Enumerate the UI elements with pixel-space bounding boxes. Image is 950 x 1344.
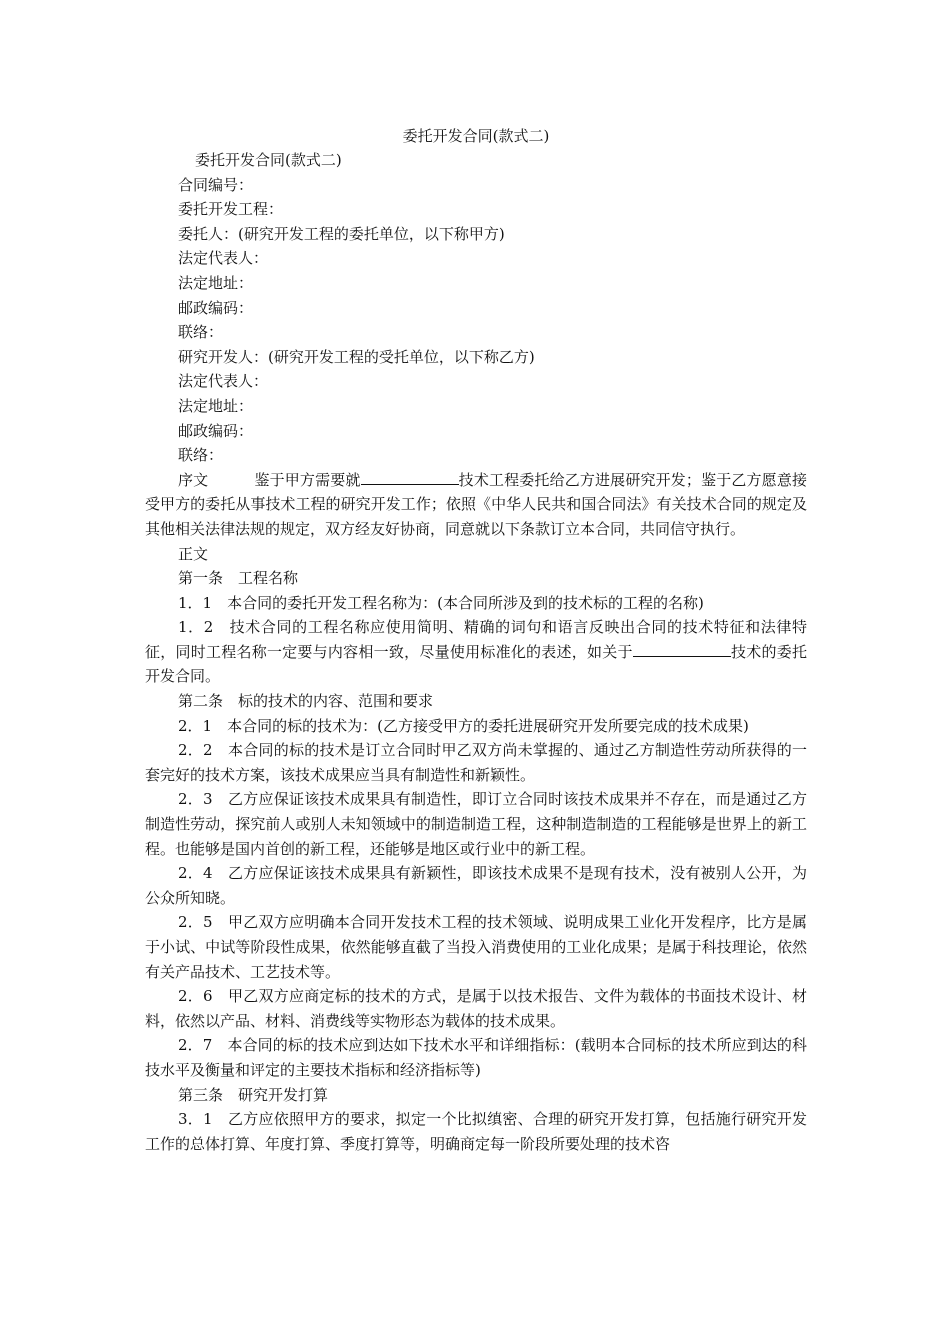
preface-text-after: 技术工程委托给乙方进展研究开发；鉴于乙方愿意接受甲方的委托从事技术工程的研究开发工作；依照《中华人民共和国合同法》有关技术合同的规定及其他相关法律法规的规定，双方经友好协商，同意就以下条款订立本合同，共同信守执行。 — [145, 470, 807, 538]
field-client-contact: 联络： — [178, 323, 224, 342]
field-client-address: 法定地址： — [178, 273, 254, 292]
clause-1-2-after: 技术的委托开发合同。 — [145, 642, 807, 686]
preface-paragraph — [145, 468, 807, 542]
clause-2-5: 2．5 甲乙双方应明确本合同开发技术工程的技术领域、说明成果工业化开发程序，比方是属于小试、中试等阶段性成果，依然能够直截了当投入消费使用的工业化成果；是属于科技理论，依然有关产品技术、工艺技术等。 — [145, 913, 807, 981]
field-developer: 研究开发人：(研究开发工程的受托单位，以下称乙方) — [178, 347, 535, 366]
clause-1-2-before: 1．2 技术合同的工程名称应使用简明、精确的词句和语言反映出合同的技术特征和法律特征，同时工程名称一定要与内容相一致，尽量使用标准化的表述，如关于 — [145, 618, 807, 661]
preface-text-before: 鉴于甲方需要就 — [254, 470, 361, 489]
clause-1-1: 1．1 本合同的委托开发工程名称为：(本合同所涉及到的技术标的工程的名称) — [178, 593, 704, 612]
clause-1-2-blank-a — [633, 641, 707, 657]
field-client: 委托人：(研究开发工程的委托单位，以下称甲方) — [178, 224, 505, 243]
clause-3-1: 3．1 乙方应依照甲方的要求，拟定一个比拟缜密、合理的研究开发打算，包括施行研究开发工作的总体打算、年度打算、季度打算等，明确商定每一阶段所要处理的技术咨 — [145, 1110, 807, 1153]
field-developer-contact: 联络： — [178, 446, 224, 465]
clause-2-1: 2．1 本合同的标的技术为：(乙方接受甲方的委托进展研究开发所要完成的技术成果) — [178, 716, 749, 735]
clause-1-2 — [145, 615, 807, 689]
field-project: 委托开发工程： — [178, 200, 284, 219]
clause-2-2: 2．2 本合同的标的技术是订立合同时甲乙双方尚未掌握的、通过乙方制造性劳动所获得的一套完好的技术方案，该技术成果应当具有制造性和新颖性。 — [145, 741, 807, 784]
clause-2-6: 2．6 甲乙双方应商定标的技术的方式，是属于以技术报告、文件为载体的书面技术设计、材料，依然以产品、材料、消费线等实物形态为载体的技术成果。 — [145, 987, 807, 1030]
field-developer-postcode: 邮政编码： — [178, 421, 254, 440]
field-developer-representative: 法定代表人： — [178, 372, 269, 391]
clause-2-3: 2．3 乙方应保证该技术成果具有制造性，即订立合同时该技术成果并不存在，而是通过乙方制造性劳动，探究前人或别人未知领域中的制造制造工程，这种制造制造的工程能够是世界上的新工程。也能够是国内首创的新工程，还能够是地区或行业中的新工程。 — [145, 790, 807, 858]
clause-1-2-blank-b — [707, 641, 731, 657]
article1-heading: 第一条 工程名称 — [178, 569, 299, 588]
field-client-representative: 法定代表人： — [178, 249, 269, 268]
field-developer-address: 法定地址： — [178, 396, 254, 415]
article3-heading: 第三条 研究开发打算 — [178, 1085, 329, 1104]
main-text-label: 正文 — [178, 544, 209, 563]
preface-blank — [361, 469, 459, 485]
field-client-postcode: 邮政编码： — [178, 298, 254, 317]
document-subtitle: 委托开发合同(款式二) — [195, 151, 342, 169]
field-contract-number: 合同编号： — [178, 175, 254, 194]
document-title: 委托开发合同(款式二) — [402, 127, 550, 145]
clause-2-7: 2．7 本合同的标的技术应到达如下技术水平和详细指标：(载明本合同标的技术所应到达的科技水平及衡量和评定的主要技术指标和经济指标等) — [145, 1036, 807, 1079]
document-body — [145, 124, 807, 1156]
article2-heading: 第二条 标的技术的内容、范围和要求 — [178, 692, 434, 711]
clause-2-4: 2．4 乙方应保证该技术成果具有新颖性，即该技术成果不是现有技术，没有被别人公开，为公众所知晓。 — [145, 864, 807, 907]
preface-label: 序文 — [178, 470, 209, 489]
